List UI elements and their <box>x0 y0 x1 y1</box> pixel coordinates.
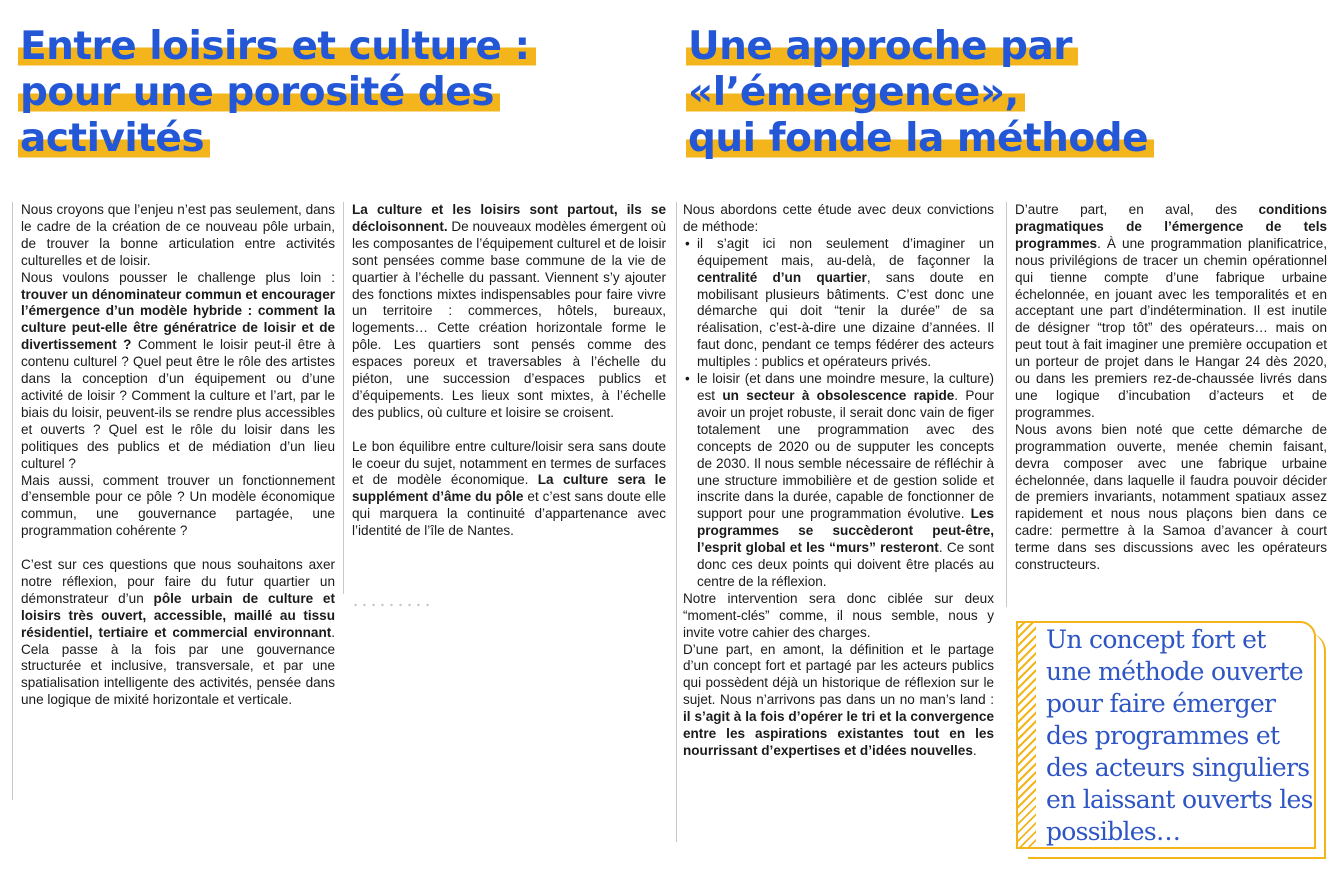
dotted-divider <box>351 603 431 607</box>
section-title-left: Entre loisirs et culture : pour une porosité des activités <box>18 24 618 162</box>
text-column-1 <box>12 202 335 800</box>
paragraph: D’autre part, en aval, des conditions pragmatiques de l’émergence de tels programmes. À une programmation planificatrice, nous privilégions de tracer un chemin opérationnel qui tienne compte d’une fabrique urbaine échelonnée, en jouant avec les temporalités et en acceptant une part d’indétermination. Il est inutile de désigner “trop tôt” des opérateurs… mais on peut tout à fait imaginer une première occupation et un porteur de projet dans le Hangar 24 dès 2020, ou dans les premiers rez-de-chaussée livrés dans une logique d’incubation d’acteurs et de programmes. <box>1015 202 1327 420</box>
paragraph: Nous croyons que l’enjeu n’est pas seulement, dans le cadre de la création de ce nouveau pôle urbain, de trouver la bonne articulation entre activités culturelles et de loisir. <box>21 202 335 268</box>
paragraph: Mais aussi, comment trouver un fonctionnement d’ensemble pour ce pôle ? Un modèle économique commun, une gouvernance partagée, une programmation cohérente ? <box>21 472 335 539</box>
paragraph: Le bon équilibre entre culture/loisir sera sans doute le coeur du sujet, notamment en termes de surfaces et de modèle économique. La culture sera le supplément d’âme du pôle et c’est sans doute elle qui marquera la continuité d’appartenance avec l’identité de l’île de Nantes. <box>352 438 666 539</box>
text-column-4 <box>1006 202 1327 607</box>
conviction-list <box>683 236 994 591</box>
paragraph: La culture et les loisirs sont partout, ils se décloisonnent. De nouveaux modèles émergent où les composantes de l’équipement culturel et de loisir sont pensées comme base commune de la vie de quartier à l’échelle du passant. Viennent s’y ajouter des fonctions mixtes indispensables pour faire vivre un territoire : commerces, hôtels, bureaux, logements… Cette création horizontale forme le pôle. Les quartiers sont pensés comme des espaces poreux et traversables à l’échelle du piéton, une succession d’espaces publics et d’équipements. Les lieux sont mixtes, à l’échelle des publics, où culture et loisire se croisent. <box>352 202 667 420</box>
paragraph: Nous avons bien noté que cette démarche de programmation ouverte, menée chemin faisant, devra composer avec une fabrique urbaine échelonnée, dans laquelle il faudra pouvoir décider de premiers invariants, notamment spatiaux assez rapidement et nous nous plaçons bien dans ce cadre: permettre à la Samoa d’avancer à court terme dans ses discussions avec les opérateurs constructeurs. <box>1015 421 1327 573</box>
callout-stripe-pattern <box>1016 621 1036 847</box>
text-column-3 <box>676 202 994 842</box>
text-column-2 <box>343 202 666 594</box>
paragraph: Notre intervention sera donc ciblée sur deux “moment-clés” comme, il nous semble, nous y invite votre cahier des charges. <box>683 590 994 640</box>
paragraph: Nous abordons cette étude avec deux convictions de méthode: <box>683 202 994 234</box>
paragraph: D’une part, en amont, la définition et le partage d’un concept fort et partagé par les acteurs publics qui possèdent déjà un historique de réflexion sur le sujet. Nous n’arrivons pas dans un no man’s land : il s’agit à la fois d’opérer le tri et la convergence entre les aspirations existantes tout en les nourrissant d’expertises et d’idées nouvelles. <box>683 641 994 758</box>
section-title-right: Une approche par «l’émergence», qui fonde la méthode <box>686 24 1286 162</box>
callout-quote: Un concept fort et une méthode ouverte pour faire émerger des programmes et des acteurs singuliers en laissant ouverts les possibles… <box>1046 625 1313 846</box>
paragraph: C’est sur ces questions que nous souhaitons axer notre réflexion, pour faire du futur quartier un démonstrateur d’un pôle urbain de culture et loisirs très ouvert, accessible, maillé au tissu résidentiel, tertiaire et commercial environnant. Cela passe à la fois par une gouvernance structurée et inclusive, transversale, et par une spatialisation intelligente des activités, pensée dans une logique de mixité horizontale et verticale. <box>21 557 335 708</box>
list-item: • le loisir (et dans une moindre mesure, la culture) est un secteur à obsolescence rapide. Pour avoir un projet robuste, il serait donc vain de figer totalement une programmation avec des concepts de 2020 ou de supputer les concepts de 2030. Il nous semble nécessaire de réfléchir à une structure immobilière et de gestion solide et inscrite dans la durée, capable de fonctionner de support pour une programmation évolutive. Les programmes se succèderont peut-être, l’esprit global et les “murs” resteront. Ce sont donc ces deux points qui doivent être placés au centre de la réflexion. <box>683 371 994 591</box>
list-item: • il s’agit ici non seulement d’imaginer un équipement mais, au-delà, de façonner la centralité d’un quartier, sans doute en mobilisant plusieurs bâtiments. C’est donc une démarche qui doit “tenir la durée” de sa réalisation, c’est-à-dire une dizaine d’années. Il faut donc, pendant ce temps fédérer des acteurs multiples : publics et opérateurs privés. <box>683 236 994 371</box>
paragraph: Nous voulons pousser le challenge plus loin : trouver un dénominateur commun et encourager l’émergence d’un modèle hybride : comment la culture peut-elle être génératrice de loisir et de divertissement ? Comment le loisir peut-il être à contenu culturel ? Quel peut être le rôle des artistes dans la conception d’un équipement ou d’une activité de loisir ? Comment la culture et l’art, par le biais du loisir, peuvent-ils se rendre plus accessibles et ouverts ? Quel est le rôle du loisir dans les politiques des publics et de médiation d’un lieu culturel ? <box>21 269 335 471</box>
